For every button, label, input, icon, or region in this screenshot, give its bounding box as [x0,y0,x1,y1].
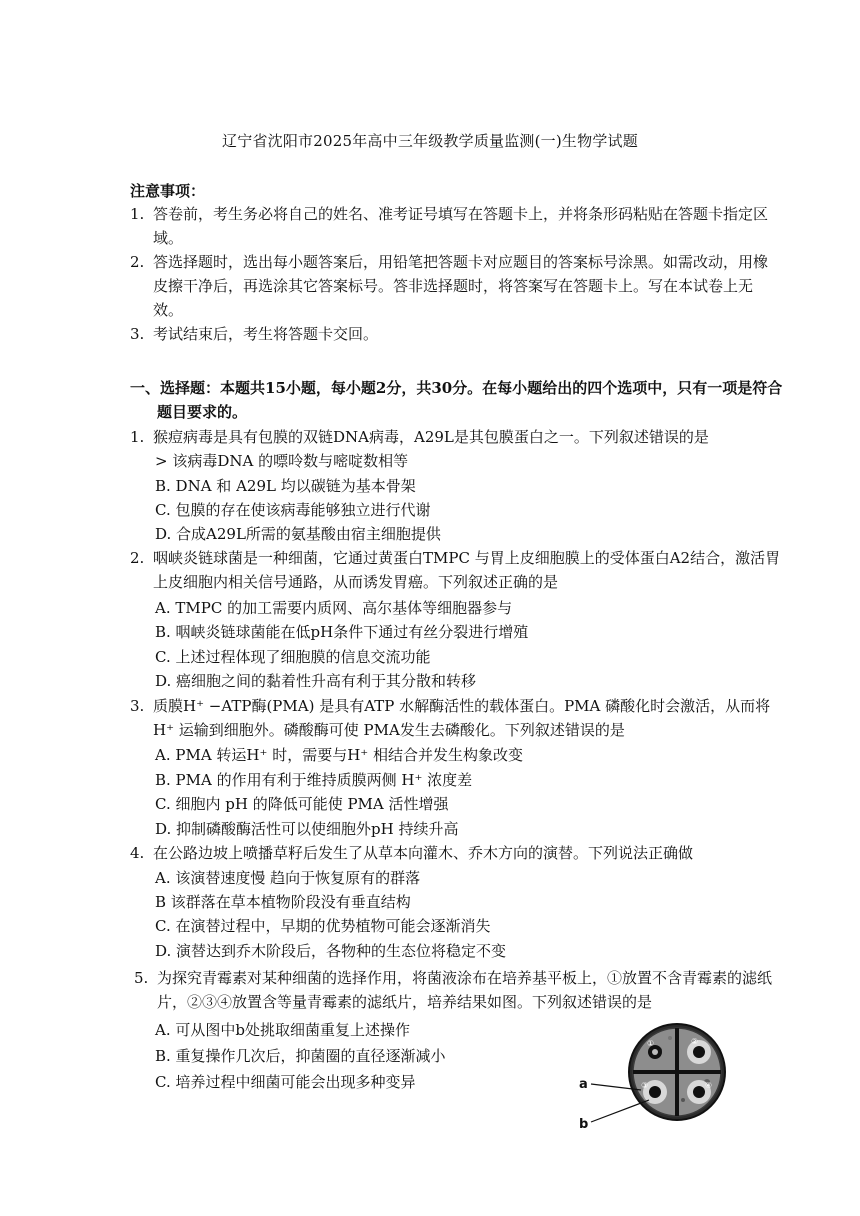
question-5-option-a: A. 可从图中b处挑取细菌重复上述操作 [155,1021,410,1039]
disc-label-2: ② [691,1037,699,1046]
question-number: 5. [134,969,149,987]
question-4-option-c: C. 在演替过程中，早期的优势植物可能会逐渐消失 [155,917,491,935]
petri-dish-svg [575,1020,755,1140]
question-1-option-b: B. DNA 和 A29L 均以碳链为基本骨架 [155,477,416,495]
figure-label-a: a [579,1077,588,1092]
section-heading [130,376,790,424]
notice-item-1 [130,202,780,250]
disc-label-4: ④ [705,1081,713,1090]
question-stem: 为探究青霉素对某种细菌的选择作用，将菌液涂布在培养基平板上，①放置不含青霉素的滤纸片，②③④放置含等量青霉素的滤纸片，培养结果如图。下列叙述错误的是 [157,969,773,1011]
section-heading-text: 一、选择题：本题共15小题，每小题2分，共30分。在每小题给出的四个选项中，只有一项是符合题目要求的。 [130,379,783,421]
page-title: 辽宁省沈阳市2025年高中三年级教学质量监测(一)生物学试题 [222,132,638,150]
notice-item-3 [130,322,780,346]
question-5-option-c: C. 培养过程中细菌可能会出现多种变异 [155,1073,416,1091]
question-3-option-b: B. PMA 的作用有利于维持质膜两侧 H⁺ 浓度差 [155,771,473,789]
question-1-option-d: D. 合成A29L所需的氨基酸由宿主细胞提供 [155,525,441,543]
notice-item-number: 1. [130,205,145,223]
disc-label-1: ① [647,1039,655,1048]
notice-item-number: 3. [130,325,145,343]
question-1-option-a: > 该病毒DNA 的嘌呤数与嘧啶数相等 [155,452,409,470]
question-2-option-b: B. 咽峡炎链球菌能在低pH条件下通过有丝分裂进行增殖 [155,623,529,641]
question-3-option-d: D. 抑制磷酸酶活性可以使细胞外pH 持续升高 [155,820,459,838]
question-number: 2. [130,549,145,567]
notice-item-text: 答选择题时，选出每小题答案后，用铅笔把答题卡对应题目的答案标号涂黑。如需改动，用橡皮擦干净后，再选涂其它答案标号。答非选择题时，将答案写在答题卡上。写在本试卷上无效。 [153,253,769,319]
notice-heading: 注意事项： [130,182,206,200]
filter-disc-2 [693,1046,705,1058]
notice-item-2 [130,250,780,322]
notice-item-number: 2. [130,253,145,271]
question-4-option-b: B 该群落在草本植物阶段没有垂直结构 [155,893,411,911]
question-1 [130,425,785,449]
question-3-option-c: C. 细胞内 pH 的降低可能使 PMA 活性增强 [155,795,449,813]
question-2-option-d: D. 癌细胞之间的黏着性升高有利于其分散和转移 [155,672,477,690]
question-stem: 猴痘病毒是具有包膜的双链DNA病毒，A29L是其包膜蛋白之一。下列叙述错误的是 [153,428,709,446]
question-5 [134,966,785,1014]
pointer-line-b [591,1100,649,1122]
question-number: 3. [130,697,145,715]
question-number: 1. [130,428,145,446]
question-2-option-c: C. 上述过程体现了细胞膜的信息交流功能 [155,648,431,666]
petri-dish-figure [575,1020,755,1140]
question-2 [130,546,785,594]
question-stem: 在公路边坡上喷播草籽后发生了从草本向灌木、乔木方向的演替。下列说法正确做 [153,844,694,862]
figure-label-b: b [579,1117,589,1132]
question-stem: 质膜H⁺ −ATP酶(PMA) 是具有ATP 水解酶活性的载体蛋白。PMA 磷酸化时会激活，从而将H⁺ 运输到细胞外。磷酸酶可使 PMA发生去磷酸化。下列叙述错误的是 [153,697,771,739]
question-3-option-a: A. PMA 转运H⁺ 时，需要与H⁺ 相结合并发生构象改变 [155,746,523,764]
question-stem: 咽峡炎链球菌是一种细菌，它通过黄蛋白TMPC 与胃上皮细胞膜上的受体蛋白A2结合，激活胃上皮细胞内相关信号通路，从而诱发胃癌。下列叙述正确的是 [153,549,781,591]
filter-disc-4 [693,1086,705,1098]
notice-item-text: 答卷前，考生务必将自己的姓名、准考证号填写在答题卡上，并将条形码粘贴在答题卡指定区域。 [153,205,769,247]
question-4-option-d: D. 演替达到乔木阶段后，各物种的生态位将稳定不变 [155,942,507,960]
filter-disc-3 [649,1086,661,1098]
question-number: 4. [130,844,145,862]
question-3 [130,694,785,742]
notice-item-text: 考试结束后，考生将答题卡交回。 [153,325,379,343]
question-4-option-a: A. 该演替速度慢 趋向于恢复原有的群落 [155,869,421,887]
question-4 [130,841,785,865]
question-1-option-c: C. 包膜的存在使该病毒能够独立进行代谢 [155,501,431,519]
question-5-option-b: B. 重复操作几次后，抑菌圈的直径逐渐减小 [155,1047,446,1065]
disc-label-3: ③ [641,1081,649,1090]
question-2-option-a: A. TMPC 的加工需要内质网、高尔基体等细胞器参与 [155,599,513,617]
